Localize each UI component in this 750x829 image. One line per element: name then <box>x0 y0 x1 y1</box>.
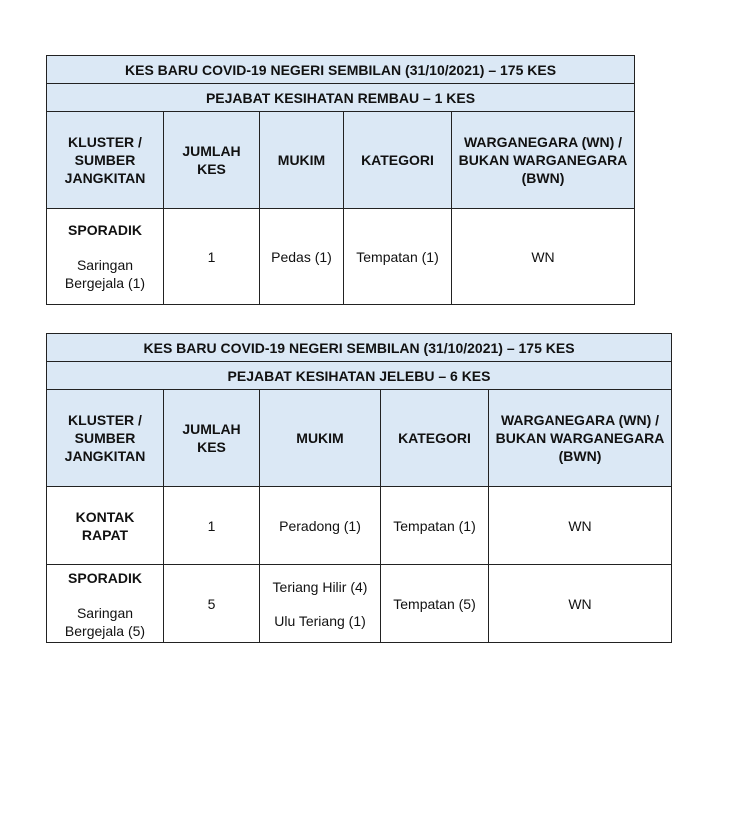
table-title: KES BARU COVID-19 NEGERI SEMBILAN (31/10/2021) – 175 KES <box>47 56 635 84</box>
mukim-item: Teriang Hilir (4) <box>272 578 368 595</box>
header-citizenship: WARGANEGARA (WN) / BUKAN WARGANEGARA (BWN) <box>489 390 672 487</box>
case-count: 5 <box>164 565 260 643</box>
header-total-cases: JUMLAH KES <box>164 390 260 487</box>
cluster-name: KONTAK RAPAT <box>75 508 135 543</box>
header-cluster: KLUSTER / SUMBER JANGKITAN <box>47 112 164 209</box>
cluster-cell <box>47 209 164 305</box>
case-count: 1 <box>164 487 260 565</box>
header-mukim: MUKIM <box>260 112 344 209</box>
mukim-item: Pedas (1) <box>271 248 332 265</box>
header-cluster: KLUSTER / SUMBER JANGKITAN <box>47 390 164 487</box>
citizenship-cell: WN <box>489 487 672 565</box>
table-row <box>47 565 672 643</box>
district-subtitle: PEJABAT KESIHATAN JELEBU – 6 KES <box>47 362 672 390</box>
header-category: KATEGORI <box>344 112 452 209</box>
district-subtitle: PEJABAT KESIHATAN REMBAU – 1 KES <box>47 84 635 112</box>
category-cell: Tempatan (1) <box>381 487 489 565</box>
cluster-cell <box>47 565 164 643</box>
category-cell: Tempatan (1) <box>344 209 452 305</box>
cluster-source: Saringan Bergejala (5) <box>64 605 146 639</box>
jelebu-cases-table <box>46 333 672 643</box>
citizenship-cell: WN <box>452 209 635 305</box>
cluster-source: Saringan Bergejala (1) <box>64 257 146 291</box>
header-category: KATEGORI <box>381 390 489 487</box>
cluster-name: SPORADIK <box>68 570 142 586</box>
mukim-item: Peradong (1) <box>279 517 361 534</box>
table-row <box>47 209 635 305</box>
cluster-cell <box>47 487 164 565</box>
mukim-cell <box>260 565 381 643</box>
mukim-item: Ulu Teriang (1) <box>274 612 366 629</box>
mukim-cell <box>260 487 381 565</box>
table-title: KES BARU COVID-19 NEGERI SEMBILAN (31/10/2021) – 175 KES <box>47 334 672 362</box>
rembau-cases-table <box>46 55 635 305</box>
header-total-cases: JUMLAH KES <box>164 112 260 209</box>
citizenship-cell: WN <box>489 565 672 643</box>
cluster-name: SPORADIK <box>68 222 142 238</box>
category-cell: Tempatan (5) <box>381 565 489 643</box>
case-count: 1 <box>164 209 260 305</box>
mukim-cell <box>260 209 344 305</box>
table-row <box>47 487 672 565</box>
header-citizenship: WARGANEGARA (WN) / BUKAN WARGANEGARA (BWN) <box>452 112 635 209</box>
header-mukim: MUKIM <box>260 390 381 487</box>
